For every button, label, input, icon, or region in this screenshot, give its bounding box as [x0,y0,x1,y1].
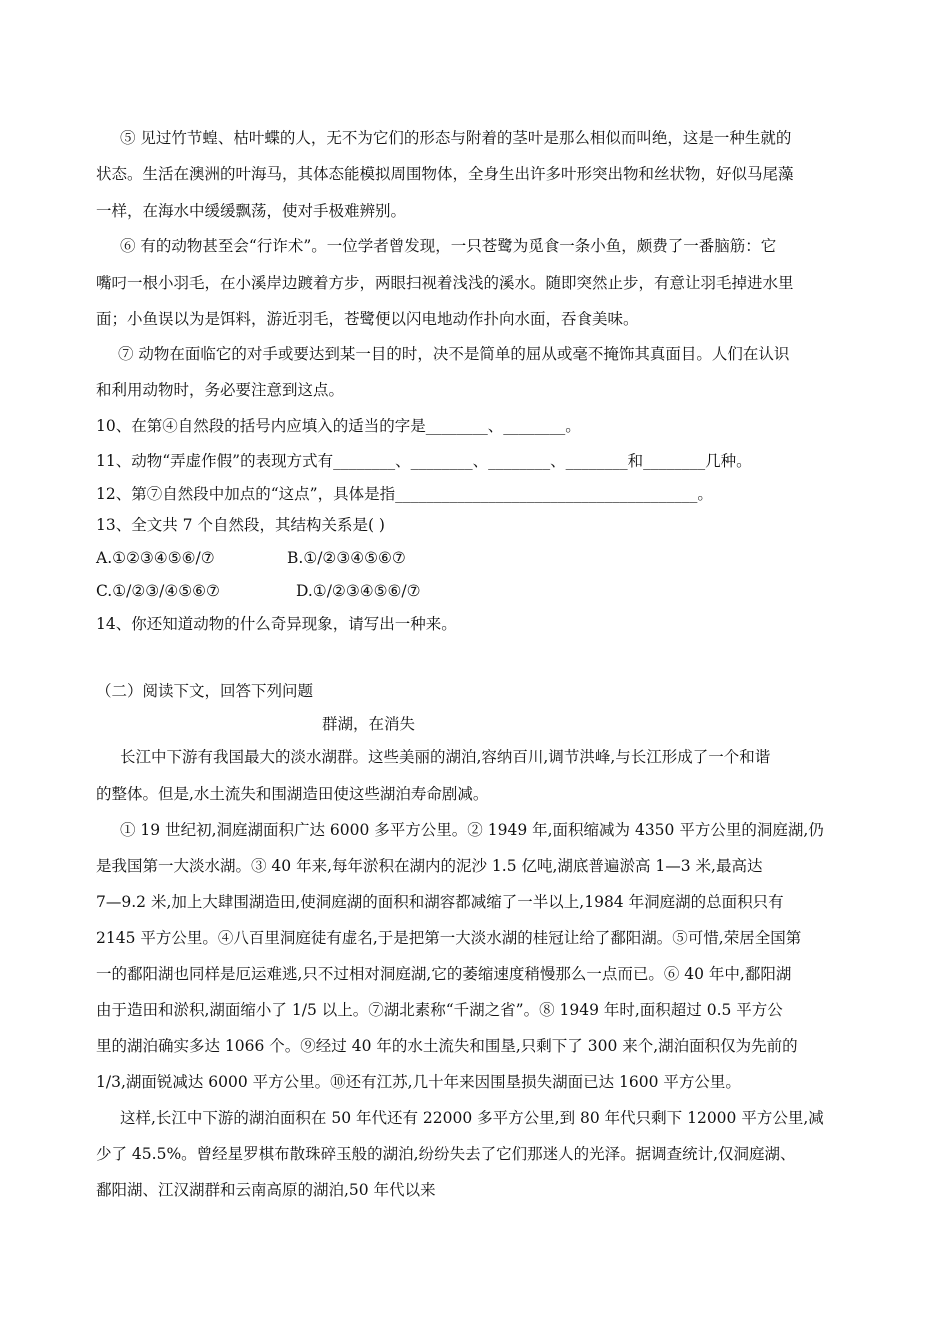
section-2-heading: （二）阅读下文，回答下列问题 [96,682,314,700]
intro-line-2: 的整体。但是,水土流失和围湖造田使这些湖泊寿命剧减。 [96,785,489,803]
body-line-3: 7—9.2 米,加上大肆围湖造田,使洞庭湖的面积和湖容都减缩了一半以上,1984 年洞庭湖的总面积只有 [96,893,784,911]
body-line-6: 由于造田和淤积,湖面缩小了 1/5 以上。⑦湖北素称“千湖之省”。⑧ 1949 年时,面积超过 0.5 平方公 [96,1001,783,1019]
article-title: 群湖，在消失 [322,715,416,733]
p5-line-2: 状态。生活在澳洲的叶海马，其体态能模拟周围物体，全身生出许多叶形突出物和丝状物，好似马尾藻 [96,165,794,183]
body-line-5: 一的鄱阳湖也同样是厄运难逃,只不过相对洞庭湖,它的萎缩速度稍慢那么一点而已。⑥ 40 年中,鄱阳湖 [96,965,792,983]
body-line-2: 是我国第一大淡水湖。③ 40 年来,每年淤积在湖内的泥沙 1.5 亿吨,湖底普遍淤高 1—3 米,最高达 [96,857,763,875]
p6-line-3: 面；小鱼误以为是饵料，游近羽毛，苍鹭便以闪电地动作扑向水面，吞食美味。 [96,310,639,328]
p6-line-1: ⑥ 有的动物甚至会“行诈术”。一位学者曾发现，一只苍鹭为觅食一条小鱼，颇费了一番脑筋：它 [120,237,777,255]
body-line-4: 2145 平方公里。④八百里洞庭徒有虚名,于是把第一大淡水湖的桂冠让给了鄱阳湖。⑤可惜,荣居全国第 [96,929,802,947]
p7-line-2: 和利用动物时，务必要注意到这点。 [96,381,345,399]
p5-line-3: 一样，在海水中缓缓飘荡，使对手极难辨别。 [96,202,407,220]
question-12: 12、第⑦自然段中加点的“这点”，具体是指_______________________________________。 [96,485,713,503]
question-14: 14、你还知道动物的什么奇异现象，请写出一种来。 [96,615,457,633]
p7-line-1: ⑦ 动物在面临它的对手或要达到某一目的时，决不是简单的屈从或毫不掩饰其真面目。人们在认识 [118,345,790,363]
body-line-1: ① 19 世纪初,洞庭湖面积广达 6000 多平方公里。② 1949 年,面积缩减为 4350 平方公里的洞庭湖,仍 [120,821,824,839]
question-11: 11、动物“弄虚作假”的表现方式有________、________、________、________和________几种。 [96,452,752,470]
last-line-2: 少了 45.5%。曾经星罗棋布散珠碎玉般的湖泊,纷纷失去了它们那迷人的光泽。据调查统计,仅洞庭湖、 [96,1145,796,1163]
body-line-8: 1/3,湖面锐减达 6000 平方公里。⑩还有江苏,几十年来因围垦损失湖面已达 1600 平方公里。 [96,1073,741,1091]
body-line-7: 里的湖泊确实多达 1066 个。⑨经过 40 年的水土流失和围垦,只剩下了 300 来个,湖泊面积仅为先前的 [96,1037,798,1055]
last-line-3: 鄱阳湖、江汉湖群和云南高原的湖泊,50 年代以来 [96,1181,436,1199]
question-13: 13、全文共 7 个自然段，其结构关系是( ) [96,516,385,534]
last-line-1: 这样,长江中下游的湖泊面积在 50 年代还有 22000 多平方公里,到 80 年代只剩下 12000 平方公里,减 [120,1109,824,1127]
question-13-option-d: D.①/②③④⑤⑥/⑦ [296,582,421,600]
question-13-option-c: C.①/②③/④⑤⑥⑦ [96,582,220,600]
intro-line-1: 长江中下游有我国最大的淡水湖群。这些美丽的湖泊,容纳百川,调节洪峰,与长江形成了一个和谐 [120,748,771,766]
question-10: 10、在第④自然段的括号内应填入的适当的字是________、________。 [96,417,581,435]
question-13-option-a: A.①②③④⑤⑥/⑦ [96,549,215,567]
p6-line-2: 嘴叼一根小羽毛，在小溪岸边踱着方步，两眼扫视着浅浅的溪水。随即突然止步，有意让羽毛掉进水里 [96,274,794,292]
p5-line-1: ⑤ 见过竹节蝗、枯叶蝶的人，无不为它们的形态与附着的茎叶是那么相似而叫绝，这是一种生就的 [120,129,792,147]
question-13-option-b: B.①/②③④⑤⑥⑦ [287,549,406,567]
